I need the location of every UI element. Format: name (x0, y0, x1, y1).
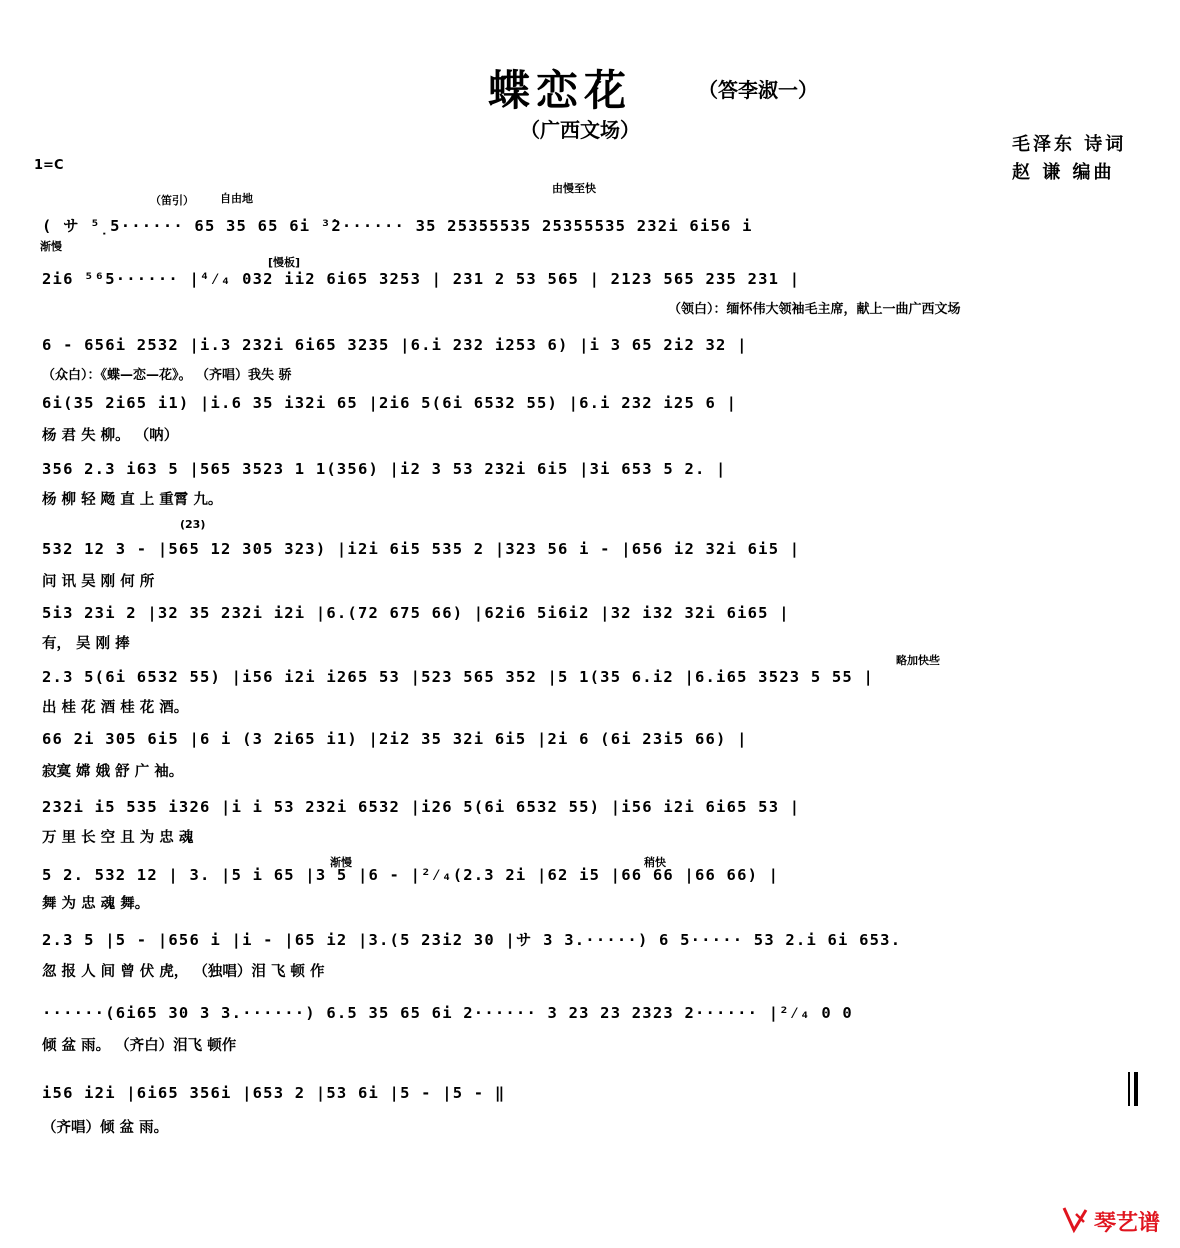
lyric-row-12: 忽 报 人 间 曾 伏 虎， （独唱）泪 飞 顿 作 (42, 964, 325, 980)
notation-row-2: 2i6 ⁵⁶5······ |⁴⁄₄ 032 ii2 6i65 3253 | 231 2 53 565 | 2123 565 235 231 | (42, 270, 801, 288)
watermark-brand: 琴艺谱 (1094, 1211, 1161, 1236)
lyric-row-8: 出 桂 花 酒 桂 花 酒。 (42, 700, 189, 716)
slow-board-annotation: [慢板] (268, 256, 301, 269)
free-tempo-annotation: 自由地 (220, 192, 253, 205)
final-barline-thick (1134, 1072, 1138, 1106)
lyric-row-2: （领白）：缅怀伟大领袖毛主席，献上一曲广西文场 (668, 302, 961, 317)
final-barline-thin (1128, 1072, 1130, 1106)
lyric-row-3: （众白）：《蝶—恋—花》。 （齐唱）我失 骄 (42, 368, 292, 383)
notation-row-14: i56 i2i |6i65 356i |653 2 |53 6i |5 - |5 - ‖ (42, 1084, 506, 1102)
notation-row-5: 356 2.3 i63 5 |565 3523 1 1(356) |i2 3 53 232i 6i5 |3i 653 5 2. | (42, 460, 727, 478)
notation-row-10: 232i i5 535 i326 |i i 53 232i 6532 |i26 5(6i 6532 55) |i56 i2i 6i65 53 | (42, 798, 801, 816)
page-title: 蝶恋花 (488, 66, 633, 115)
lyric-row-5: 杨 柳 轻 飏 直 上 重霄 九。 (42, 492, 223, 508)
qinyipu-logo-icon (1060, 1204, 1090, 1234)
gradually-slow-annotation: 渐慢 (40, 240, 62, 253)
somewhat-faster-annotation: 稍快 (644, 856, 666, 869)
notation-row-9: 66 2i 305 6i5 |6 i (3 2i65 i1) |2i2 35 32i 6i5 |2i 6 (6i 23i5 66) | (42, 730, 748, 748)
notation-row-8: 2.3 5(6i 6532 55) |i56 i2i i265 53 |523 565 352 |5 1(35 6.i2 |6.i65 3523 5 55 | (42, 668, 875, 686)
slow-to-fast-annotation: 由慢至快 (552, 182, 596, 195)
notation-row-6: 532 12 3 - |565 12 305 323) |i2i 6i5 535 2 |323 56 i - |656 i2 32i 6i5 | (42, 540, 801, 558)
flute-intro-annotation: （笛引） (150, 194, 194, 207)
lyric-row-14: （齐唱）倾 盆 雨。 (42, 1120, 169, 1136)
lyric-row-9: 寂寞 嫦 娥 舒 广 袖。 (42, 764, 184, 780)
lyric-row-4: 杨 君 失 柳。 （呐） (42, 428, 179, 444)
lyric-row-10: 万 里 长 空 且 为 忠 魂 (42, 830, 194, 846)
key-signature: 1=C (34, 158, 64, 173)
notation-row-4: 6i(35 2i65 i1) |i.6 35 i32i 65 |2i6 5(6i 6532 55) |6.i 232 i25 6 | (42, 394, 738, 412)
gradually-slow-annotation-2: 渐慢 (330, 856, 352, 869)
poet-credit: 毛泽东 诗词 (1012, 134, 1127, 155)
lyric-row-6: 问 讯 吴 刚 何 所 (42, 574, 155, 590)
lyric-row-11: 舞 为 忠 魂 舞。 (42, 896, 150, 912)
triplet-annotation: (23) (180, 518, 206, 531)
title-parenthetical: （答李淑一） (698, 78, 818, 102)
notation-row-12: 2.3 5 |5 - |656 i |i - |65 i2 |3.(5 23i2 30 |サ 3 3.·····) 6 5····· 53 2.i 6i 653. (42, 931, 902, 949)
genre-label: （广西文场） (520, 118, 640, 142)
lyric-row-13: 倾 盆 雨。 （齐白）泪飞 顿作 (42, 1038, 237, 1054)
lyric-row-7: 有， 吴 刚 捧 (42, 636, 130, 652)
notation-row-3: 6 - 656i 2532 |i.3 232i 6i65 3235 |6.i 232 i253 6) |i 3 65 2i2 32 | (42, 336, 748, 354)
notation-row-11: 5 2. 532 12 | 3. |5 i 65 |3 5 |6 - |²⁄₄(2.3 2i |62 i5 |66 66 |66 66) | (42, 866, 780, 884)
slightly-faster-annotation: 略加快些 (896, 654, 940, 667)
notation-row-7: 5i3 23i 2 |32 35 232i i2i |6.(72 675 66) |62i6 5i6i2 |32 i32 32i 6i65 | (42, 604, 790, 622)
composer-credit: 赵 谦 编曲 (1012, 162, 1115, 183)
notation-row-13: ······(6i65 30 3 3.······) 6.5 35 65 6i 2······ 3 23 23 2323 2······ |²⁄₄ 0 0 (42, 1004, 853, 1022)
notation-row-1: ( サ ⁵̣5······ 65 35 65 6i ³̇2······ 35 25355535 25355535 232i 6i56 i (42, 217, 753, 235)
